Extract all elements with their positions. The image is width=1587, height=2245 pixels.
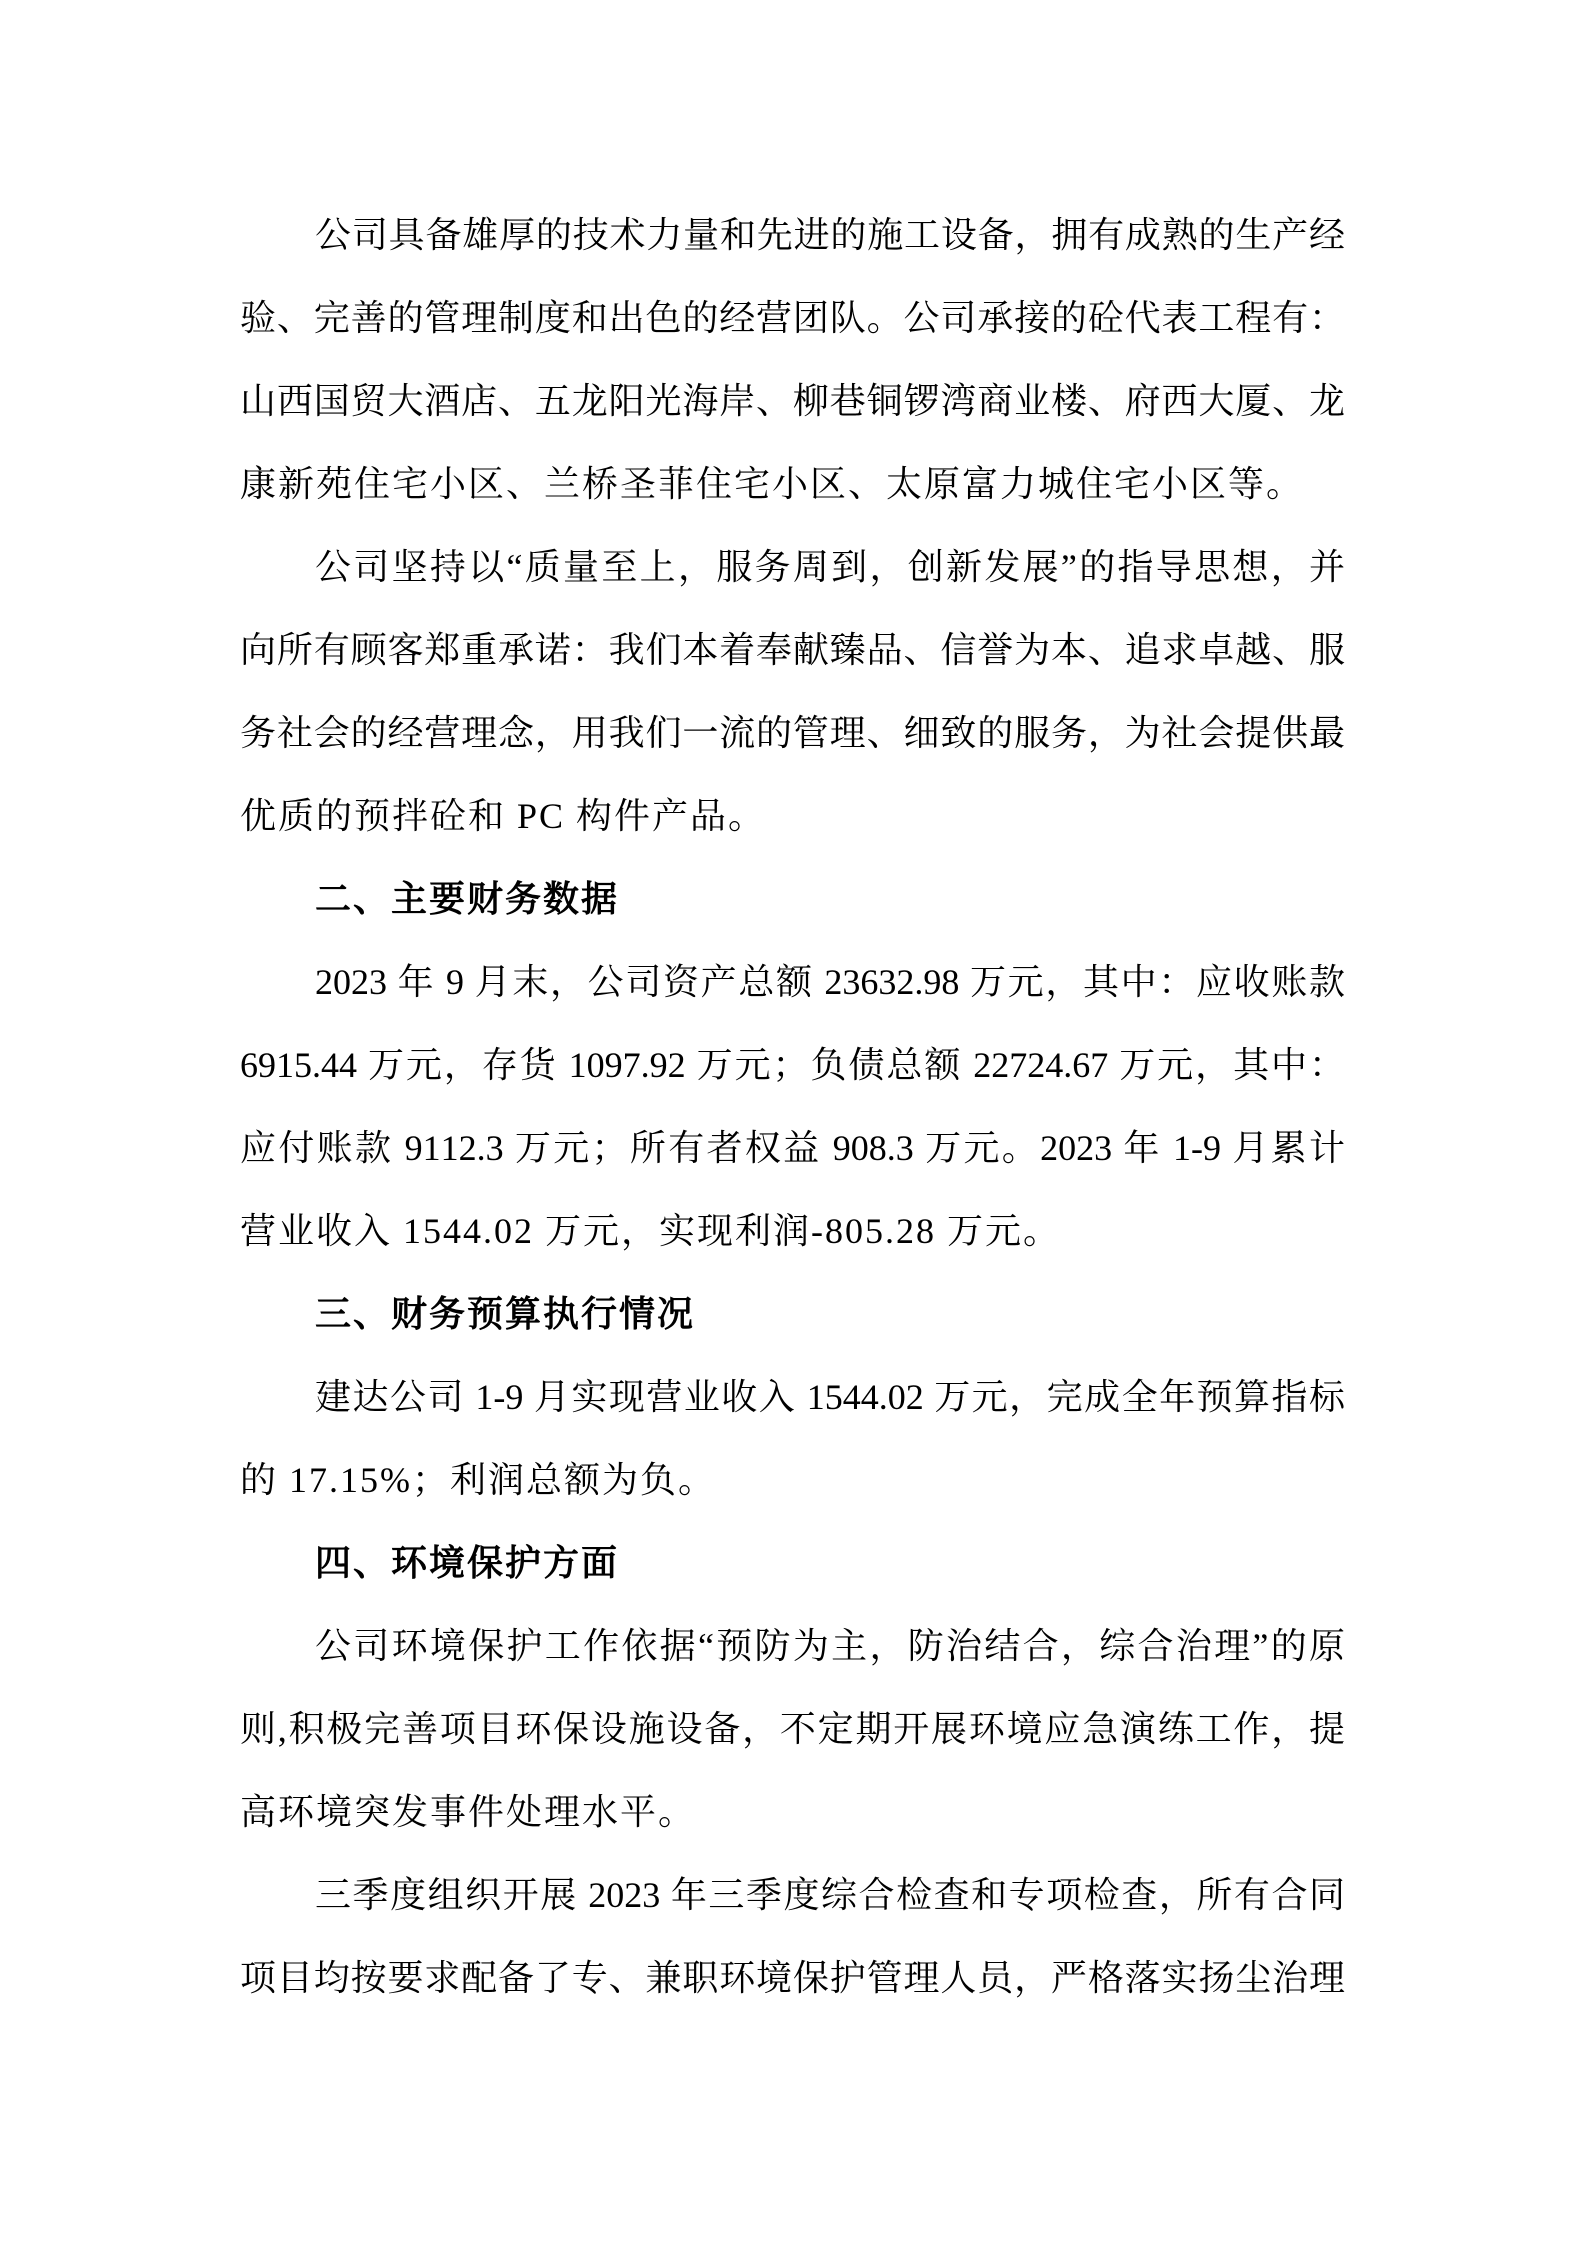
text-line: 的 17.15%；利润总额为负。 (240, 1460, 716, 1500)
text-line: 高环境突发事件处理水平。 (240, 1792, 697, 1832)
text-line: 2023 年 9 月末，公司资产总额 23632.98 万元，其中：应收账款 (315, 962, 1345, 1002)
text-line: 康新苑住宅小区、兰桥圣菲住宅小区、太原富力城住宅小区等。 (240, 464, 1305, 504)
text-line: 则,积极完善项目环保设施设备，不定期开展环境应急演练工作，提 (240, 1709, 1345, 1749)
section-heading-budget-execution (240, 1273, 1345, 1356)
document-text-area (240, 194, 1345, 2020)
inspection-paragraph (240, 1854, 1345, 2020)
text-line: 公司环境保护工作依据“预防为主，防治结合，综合治理”的原 (315, 1626, 1345, 1666)
commitment-paragraph (240, 526, 1345, 858)
section-heading-financial-data (240, 858, 1345, 941)
text-line: 公司坚持以“质量至上，服务周到，创新发展”的指导思想，并 (315, 547, 1345, 587)
text-line: 务社会的经营理念，用我们一流的管理、细致的服务，为社会提供最 (240, 713, 1345, 753)
text-line: 公司具备雄厚的技术力量和先进的施工设备，拥有成熟的生产经 (315, 215, 1345, 255)
section-heading: 三、财务预算执行情况 (315, 1294, 696, 1334)
text-line: 验、完善的管理制度和出色的经营团队。公司承接的砼代表工程有： (240, 298, 1345, 338)
text-line: 优质的预拌砼和 PC 构件产品。 (240, 796, 767, 836)
text-line: 建达公司 1-9 月实现营业收入 1544.02 万元，完成全年预算指标 (315, 1377, 1345, 1417)
text-line: 应付账款 9112.3 万元；所有者权益 908.3 万元。2023 年 1-9 月累计 (240, 1128, 1345, 1168)
text-line: 营业收入 1544.02 万元，实现利润-805.28 万元。 (240, 1211, 1061, 1251)
budget-execution-paragraph (240, 1356, 1345, 1522)
section-heading: 二、主要财务数据 (315, 879, 620, 919)
financial-data-paragraph (240, 941, 1345, 1273)
section-heading-environment (240, 1522, 1345, 1605)
text-line: 山西国贸大酒店、五龙阳光海岸、柳巷铜锣湾商业楼、府西大厦、龙 (240, 381, 1345, 421)
text-line: 向所有顾客郑重承诺：我们本着奉献臻品、信誉为本、追求卓越、服 (240, 630, 1345, 670)
environment-paragraph (240, 1605, 1345, 1854)
section-heading: 四、环境保护方面 (315, 1543, 620, 1583)
text-line: 项目均按要求配备了专、兼职环境保护管理人员，严格落实扬尘治理 (240, 1958, 1345, 1998)
text-line: 三季度组织开展 2023 年三季度综合检查和专项检查，所有合同 (315, 1875, 1345, 1915)
intro-paragraph (240, 194, 1345, 526)
text-line: 6915.44 万元，存货 1097.92 万元；负债总额 22724.67 万元，其中： (240, 1045, 1345, 1085)
